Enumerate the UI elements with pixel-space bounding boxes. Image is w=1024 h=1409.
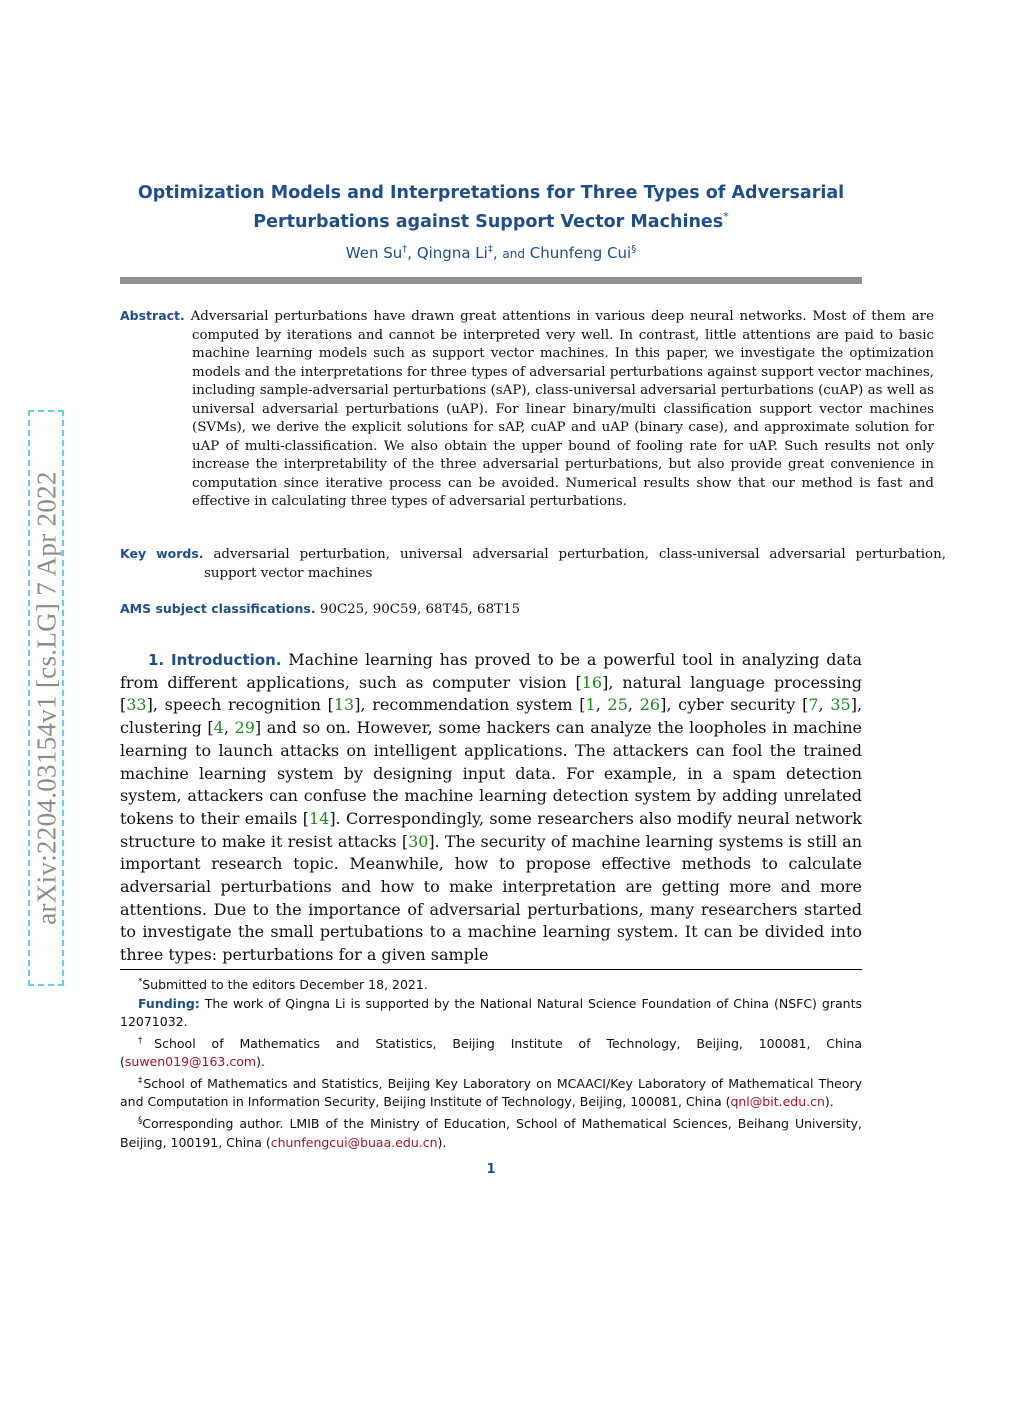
footnote-text: ). bbox=[824, 1094, 834, 1110]
citation-link[interactable]: 14 bbox=[308, 808, 330, 828]
footnote-author-3 bbox=[120, 1112, 862, 1152]
citation-link[interactable]: 29 bbox=[234, 718, 255, 738]
author-name: Chunfeng Cui bbox=[529, 244, 632, 262]
footnote-text: ). bbox=[256, 1054, 265, 1070]
title-footnote-mark[interactable]: * bbox=[723, 210, 729, 223]
keywords-text: adversarial perturbation, universal adversarial perturbation, class-universal adversarial perturbation, support vector machines bbox=[204, 547, 946, 581]
paper-title bbox=[120, 182, 862, 234]
title-text: Optimization Models and Interpretations for Three Types of Adversarial Perturbations against Support Vector Machines bbox=[137, 183, 845, 232]
author-name: Wen Su bbox=[345, 244, 403, 262]
section-heading: 1. Introduction. bbox=[148, 651, 282, 669]
email-link[interactable]: chunfengcui@buaa.edu.cn bbox=[270, 1134, 438, 1150]
body-text: , bbox=[223, 718, 235, 738]
body-text: ], recommendation system [ bbox=[354, 695, 586, 715]
citation-link[interactable]: 35 bbox=[830, 695, 851, 715]
citation-link[interactable]: 25 bbox=[607, 695, 628, 715]
citation-link[interactable]: 30 bbox=[408, 831, 429, 851]
author-footnote-mark[interactable]: † bbox=[402, 244, 408, 255]
author-footnote-mark[interactable]: ‡ bbox=[487, 244, 493, 255]
body-text: Machine learning has proved to be a powerful tool in analyzing data from different applications, such as computer vision [ bbox=[120, 650, 863, 692]
arxiv-identifier[interactable]: arXiv:2204.03154v1 [cs.LG] 7 Apr 2022 bbox=[31, 471, 62, 925]
ams-label: AMS subject classifications. bbox=[120, 601, 316, 616]
abstract bbox=[120, 307, 934, 512]
footnote-mark: ‡ bbox=[138, 1075, 144, 1086]
body-text: ]. The security of machine learning systems is still an important research topic. Meanwhile, how to propose effective methods to calculate adversarial perturbations and how to make interpretation are getting more and more attentions. Due to the importance of adversarial perturbations, many researchers started to investigate the small pertubations to a machine learning system. It can be divided into three types: perturbations for a given sample bbox=[120, 831, 862, 965]
email-link[interactable]: suwen019@163.com bbox=[124, 1054, 257, 1070]
abstract-label: Abstract. bbox=[120, 308, 185, 323]
ams-classifications bbox=[120, 600, 862, 620]
body-text: , bbox=[595, 695, 608, 715]
footnote-funding bbox=[120, 995, 862, 1032]
footnote-text: Corresponding author. LMIB of the Ministry of Education, School of Mathematical Sciences, Beihang University, Beijing, 100191, China ( bbox=[120, 1116, 862, 1150]
keywords-label: Key words. bbox=[120, 546, 204, 561]
citation-link[interactable]: 33 bbox=[126, 695, 147, 715]
author-name: Qingna Li bbox=[416, 244, 488, 262]
footnote-submitted bbox=[120, 973, 862, 995]
footnote-text: The work of Qingna Li is supported by the National Natural Science Foundation of China (NSFC) grants 12071032. bbox=[120, 995, 862, 1030]
footnote-mark: † bbox=[138, 1035, 155, 1046]
footnotes bbox=[120, 973, 862, 1152]
body-text: ], natural language processing [ bbox=[120, 672, 862, 715]
introduction-paragraph bbox=[120, 649, 862, 967]
footnote-text: Submitted to the editors December 18, 2021. bbox=[142, 977, 428, 993]
footnote-text: School of Mathematics and Statistics, Beijing Institute of Technology, Beijing, 100081, China ( bbox=[120, 1035, 863, 1070]
body-text: , bbox=[627, 695, 640, 715]
title-divider bbox=[120, 277, 862, 284]
citation-link[interactable]: 13 bbox=[333, 695, 355, 715]
author-separator: , bbox=[492, 244, 498, 262]
body-text: ] and so on. However, some hackers can analyze the loopholes in machine learning to launch attacks on intelligent applications. The attackers can fool the trained machine learning system by designing input data. For example, in a spam detection system, attackers can confuse the machine learning detection system by adding unrelated tokens to their emails [ bbox=[120, 718, 863, 828]
footnote-divider bbox=[120, 969, 862, 970]
citation-link[interactable]: 7 bbox=[808, 695, 819, 715]
author-and: and bbox=[502, 247, 525, 261]
citation-link[interactable]: 26 bbox=[639, 695, 661, 715]
ams-text: 90C25, 90C59, 68T45, 68T15 bbox=[319, 602, 521, 617]
footnote-mark: * bbox=[138, 977, 143, 987]
citation-link[interactable]: 4 bbox=[213, 718, 224, 738]
funding-label: Funding: bbox=[138, 995, 200, 1011]
keywords bbox=[120, 545, 946, 583]
footnote-text: ). bbox=[437, 1134, 447, 1150]
footnote-author-1 bbox=[120, 1032, 862, 1072]
author-footnote-mark[interactable]: § bbox=[631, 244, 637, 255]
footnote-mark: § bbox=[138, 1115, 143, 1126]
author-list bbox=[120, 244, 862, 262]
body-text: ], clustering [ bbox=[120, 695, 863, 738]
email-link[interactable]: qnl@bit.edu.cn bbox=[730, 1094, 825, 1110]
abstract-text: Adversarial perturbations have drawn great attentions in various deep neural networks. Most of them are computed by iterations and cannot be interpreted very well. In contrast, little attentions are paid to basic machine learning models such as support vector machines. In this paper, we investigate the optimization models and the interpretations for three types of adversarial perturbations against support vector machines, including sample-adversarial perturbations (sAP), class-universal adversarial perturbations (cuAP) as well as universal adversarial perturbations (uAP). For linear binary/multi classification support vector machines (SVMs), we derive the explicit solutions for sAP, cuAP and uAP (binary case), and approximate solution for uAP of multi-classification. We also obtain the upper bound of fooling rate for uAP. Such results not only increase the interpretability of the three adversarial perturbations, but also provide great convenience in computation since iterative process can be avoided. Numerical results show that our method is fast and effective in calculating three types of adversarial perturbations. bbox=[190, 309, 934, 509]
body-text: ], speech recognition [ bbox=[146, 695, 334, 715]
footnote-text: School of Mathematics and Statistics, Beijing Key Laboratory on MCAACI/Key Laboratory of Mathematical Theory and Computation in Information Security, Beijing Institute of Technology, Beijing, 100081, China ( bbox=[120, 1075, 862, 1110]
author-separator: , bbox=[407, 244, 413, 262]
body-text: , bbox=[818, 695, 831, 715]
citation-link[interactable]: 1 bbox=[585, 695, 596, 715]
citation-link[interactable]: 16 bbox=[581, 672, 603, 692]
body-text: ], cyber security [ bbox=[660, 695, 809, 715]
page-number: 1 bbox=[486, 1162, 496, 1177]
footnote-author-2 bbox=[120, 1072, 862, 1112]
body-text: ]. Correspondingly, some researchers also modify neural network structure to make it resist attacks [ bbox=[120, 808, 863, 851]
